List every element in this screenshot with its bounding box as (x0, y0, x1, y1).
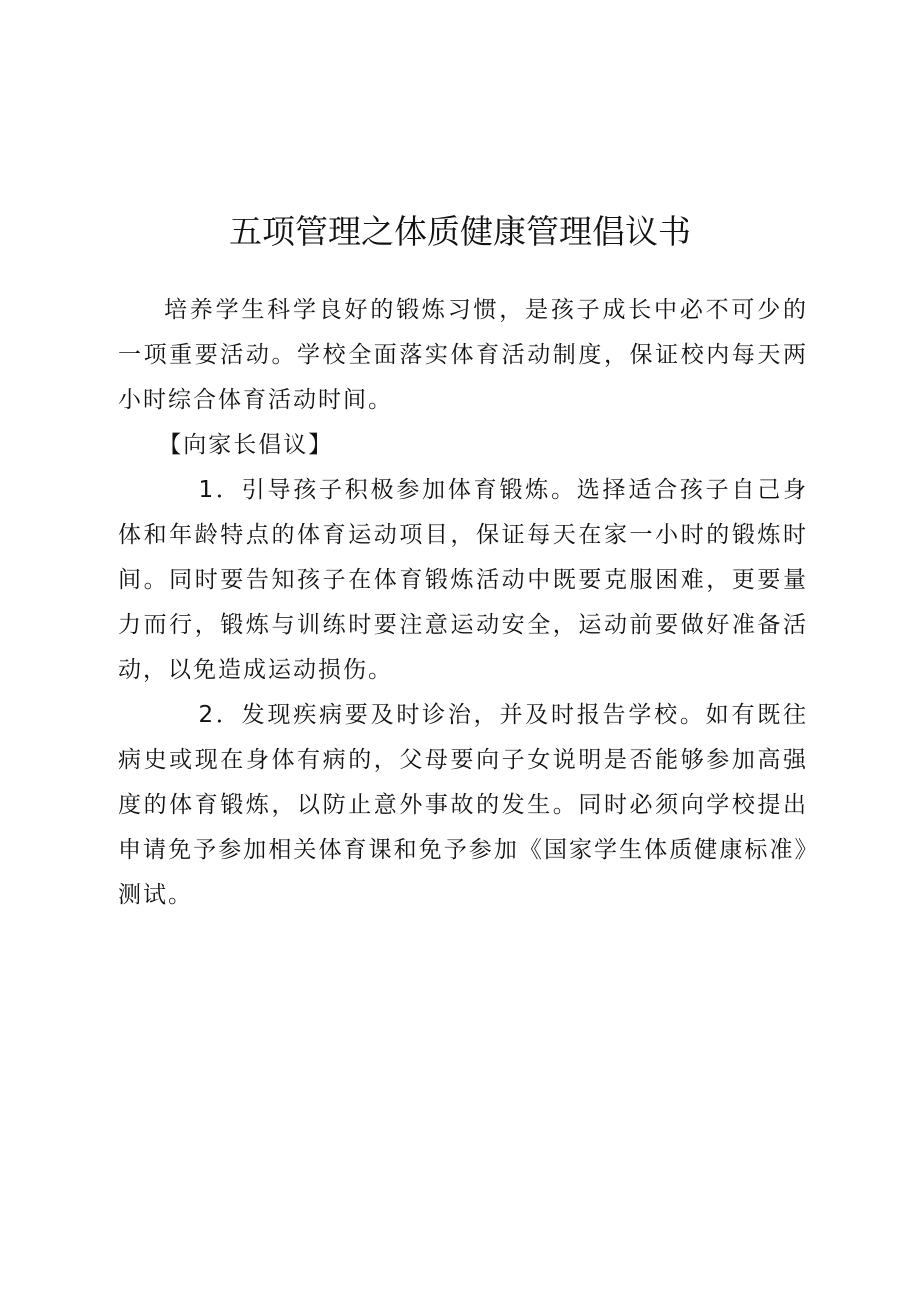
intro-paragraph: 培养学生科学良好的锻炼习惯，是孩子成长中必不可少的一项重要活动。学校全面落实体育活动制度，保证校内每天两小时综合体育活动时间。 (118, 297, 808, 413)
proposal-item-2: 2．发现疾病要及时诊治，并及时报告学校。如有既往病史或现在身体有病的，父母要向子女说明是否能够参加高强度的体育锻炼，以防止意外事故的发生。同时必须向学校提出申请免予参加相关体育课和免予参加《国家学生体质健康标准》测试。 (118, 702, 808, 908)
document-body (118, 288, 808, 918)
proposal-item-1: 1．引导孩子积极参加体育锻炼。选择适合孩子自己身体和年龄特点的体育运动项目，保证每天在家一小时的锻炼时间。同时要告知孩子在体育锻炼活动中既要克服困难，更要量力而行，锻炼与训练时要注意运动安全，运动前要做好准备活动，以免造成运动损伤。 (118, 477, 808, 683)
document-title: 五项管理之体质健康管理倡议书 (229, 212, 691, 252)
parents-proposal-heading: 【向家长倡议】 (158, 432, 334, 458)
